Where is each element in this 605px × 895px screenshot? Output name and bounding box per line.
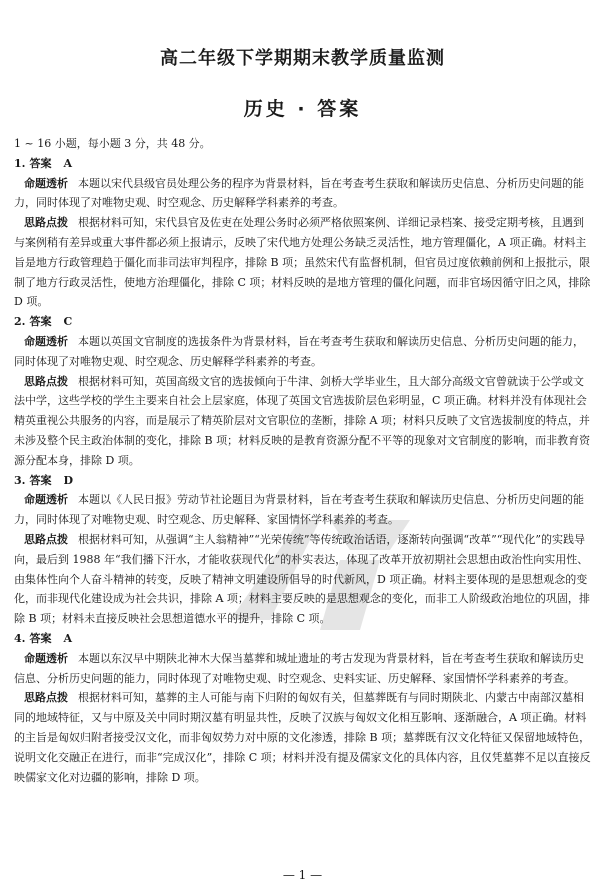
question-block: [14, 154, 594, 312]
question-header: [14, 629, 594, 649]
answer-letter: A: [63, 156, 73, 170]
hint-label: 思路点拨: [24, 532, 68, 546]
page-subtitle: 历史 · 答案: [243, 98, 362, 120]
hint-text: 根据材料可知，墓葬的主人可能与南下归附的匈奴有关，但墓葬既有与同时期陕北、内蒙古中南部汉墓相同的地域特征，又与中原及关中同时期汉墓有明显共性，反映了汉族与匈奴文化相互影响、逐渐融合，A 项正确。材料的主旨是匈奴归附者接受汉文化，而非匈奴势力对中原的文化渗透，排除 B 项；墓葬既有汉文化特征又保留地域特色，说明文化交融正在进行，而非“完成汉化”，排除 C 项；材料并没有提及儒家文化的具体内容，且仅凭墓葬不足以直接反映儒家文化对边疆的影响，排除 D 项。: [14, 691, 591, 784]
answer-label: 答案: [29, 473, 52, 487]
analysis-paragraph: [14, 490, 594, 530]
analysis-text: 本题以东汉早中期陕北神木大保当墓葬和城址遗址的考古发现为背景材料，旨在考查考生获取和解读历史信息、分析历史问题的能力，同时体现了对唯物史观、时空观念、史料实证、历史解释、家国情怀学科素养的考查。: [14, 651, 584, 685]
hint-paragraph: [14, 530, 594, 629]
hint-label: 思路点拨: [24, 216, 68, 230]
analysis-paragraph: [14, 649, 594, 689]
question-number: 2.: [14, 315, 26, 329]
question-header: [14, 154, 594, 174]
analysis-text: 本题以宋代县级官员处理公务的程序为背景材料，旨在考查考生获取和解读历史信息、分析历史问题的能力，同时体现了对唯物史观、时空观念、历史解释学科素养的考查。: [14, 176, 584, 210]
hint-label: 思路点拨: [24, 374, 68, 388]
answer-content: [14, 134, 594, 787]
hint-text: 根据材料可知，宋代县官及佐吏在处理公务时必须严格依照案例、详细记录档案、接受定期考核，且遇到与案例稍有差异或重大事件都必须上报请示，反映了宋代地方处理公务缺乏灵活性，地方管理僵化，A 项正确。材料主旨是地方行政管理趋于僵化而非司法审判程序，排除 B 项；虽然宋代有监督机制，但官员过度依赖前例和上报批示，限制了地方行政灵活性，使地方治理僵化，排除 C 项；材料反映的是地方管理的僵化问题，而非官场因循守旧之风，排除 D 项。: [14, 216, 591, 309]
question-header: [14, 312, 594, 332]
answer-letter: C: [63, 315, 73, 329]
hint-paragraph: [14, 688, 594, 787]
answer-label: 答案: [29, 631, 52, 645]
answer-letter: A: [63, 631, 73, 645]
analysis-label: 命题透析: [24, 493, 68, 507]
question-header: [14, 471, 594, 491]
answer-label: 答案: [29, 156, 52, 170]
answer-label: 答案: [29, 315, 52, 329]
question-block: [14, 629, 594, 787]
hint-label: 思路点拨: [24, 691, 68, 705]
analysis-label: 命题透析: [24, 176, 68, 190]
intro-line: 1 ~ 16 小题，每小题 3 分，共 48 分。: [14, 137, 211, 150]
page-title: 高二年级下学期期末教学质量监测: [160, 48, 445, 69]
question-number: 1.: [14, 156, 26, 170]
question-block: [14, 471, 594, 629]
hint-paragraph: [14, 372, 594, 471]
question-list: [14, 154, 594, 788]
analysis-paragraph: [14, 332, 594, 372]
hint-text: 根据材料可知，英国高级文官的选拔倾向于牛津、剑桥大学毕业生，且大部分高级文官曾就读于公学或文法中学，这些学校的学生主要来自社会上层家庭，体现了英国文官选拔阶层色彩明显，C 项正确。材料并没有体现社会精英重视公共服务的内容，而是展示了精英阶层对文官职位的垄断，排除 A 项；材料只反映了文官选拔制度的特点，并未涉及整个民主政治体制的变化，排除 B 项；材料反映的是教育资源分配不平等的现象对文官制度的影响，而非教育资源分配本身，排除 D 项。: [14, 374, 591, 467]
analysis-paragraph: [14, 174, 594, 214]
hint-paragraph: [14, 213, 594, 312]
analysis-text: 本题以英国文官制度的选拔条件为背景材料，旨在考查考生获取和解读历史信息、分析历史问题的能力，同时体现了对唯物史观、时空观念、历史解释学科素养的考查。: [14, 334, 584, 368]
page-number: — 1 —: [282, 868, 323, 882]
analysis-text: 本题以《人民日报》劳动节社论题目为背景材料，旨在考查考生获取和解读历史信息、分析历史问题的能力，同时体现了对唯物史观、时空观念、历史解释、家国情怀学科素养的考查。: [14, 493, 584, 527]
question-number: 4.: [14, 631, 26, 645]
analysis-label: 命题透析: [24, 651, 68, 665]
answer-letter: D: [63, 473, 74, 487]
question-number: 3.: [14, 473, 26, 487]
analysis-label: 命题透析: [24, 334, 68, 348]
question-block: [14, 312, 594, 470]
hint-text: 根据材料可知，从强调“主人翁精神”“光荣传统”等传统政治话语，逐渐转向强调“改革”“现代化”的实践导向，最后到 1988 年“我们播下汗水，才能收获现代化”的朴实表达，体现了改革开放初期社会思想由政治性向实用性、由集体性向个人奋斗精神的转变，反映了精神文明建设所倡导的时代新风，D 项正确。材料主要体现的是思想观念的变化，而非现代化建设成为社会共识，排除 A 项；材料主要反映的是思想观念的变化，而非工人阶级政治地位的巩固，排除 B 项；材料未直接反映社会思想道德水平的提升，排除 C 项。: [14, 532, 590, 626]
